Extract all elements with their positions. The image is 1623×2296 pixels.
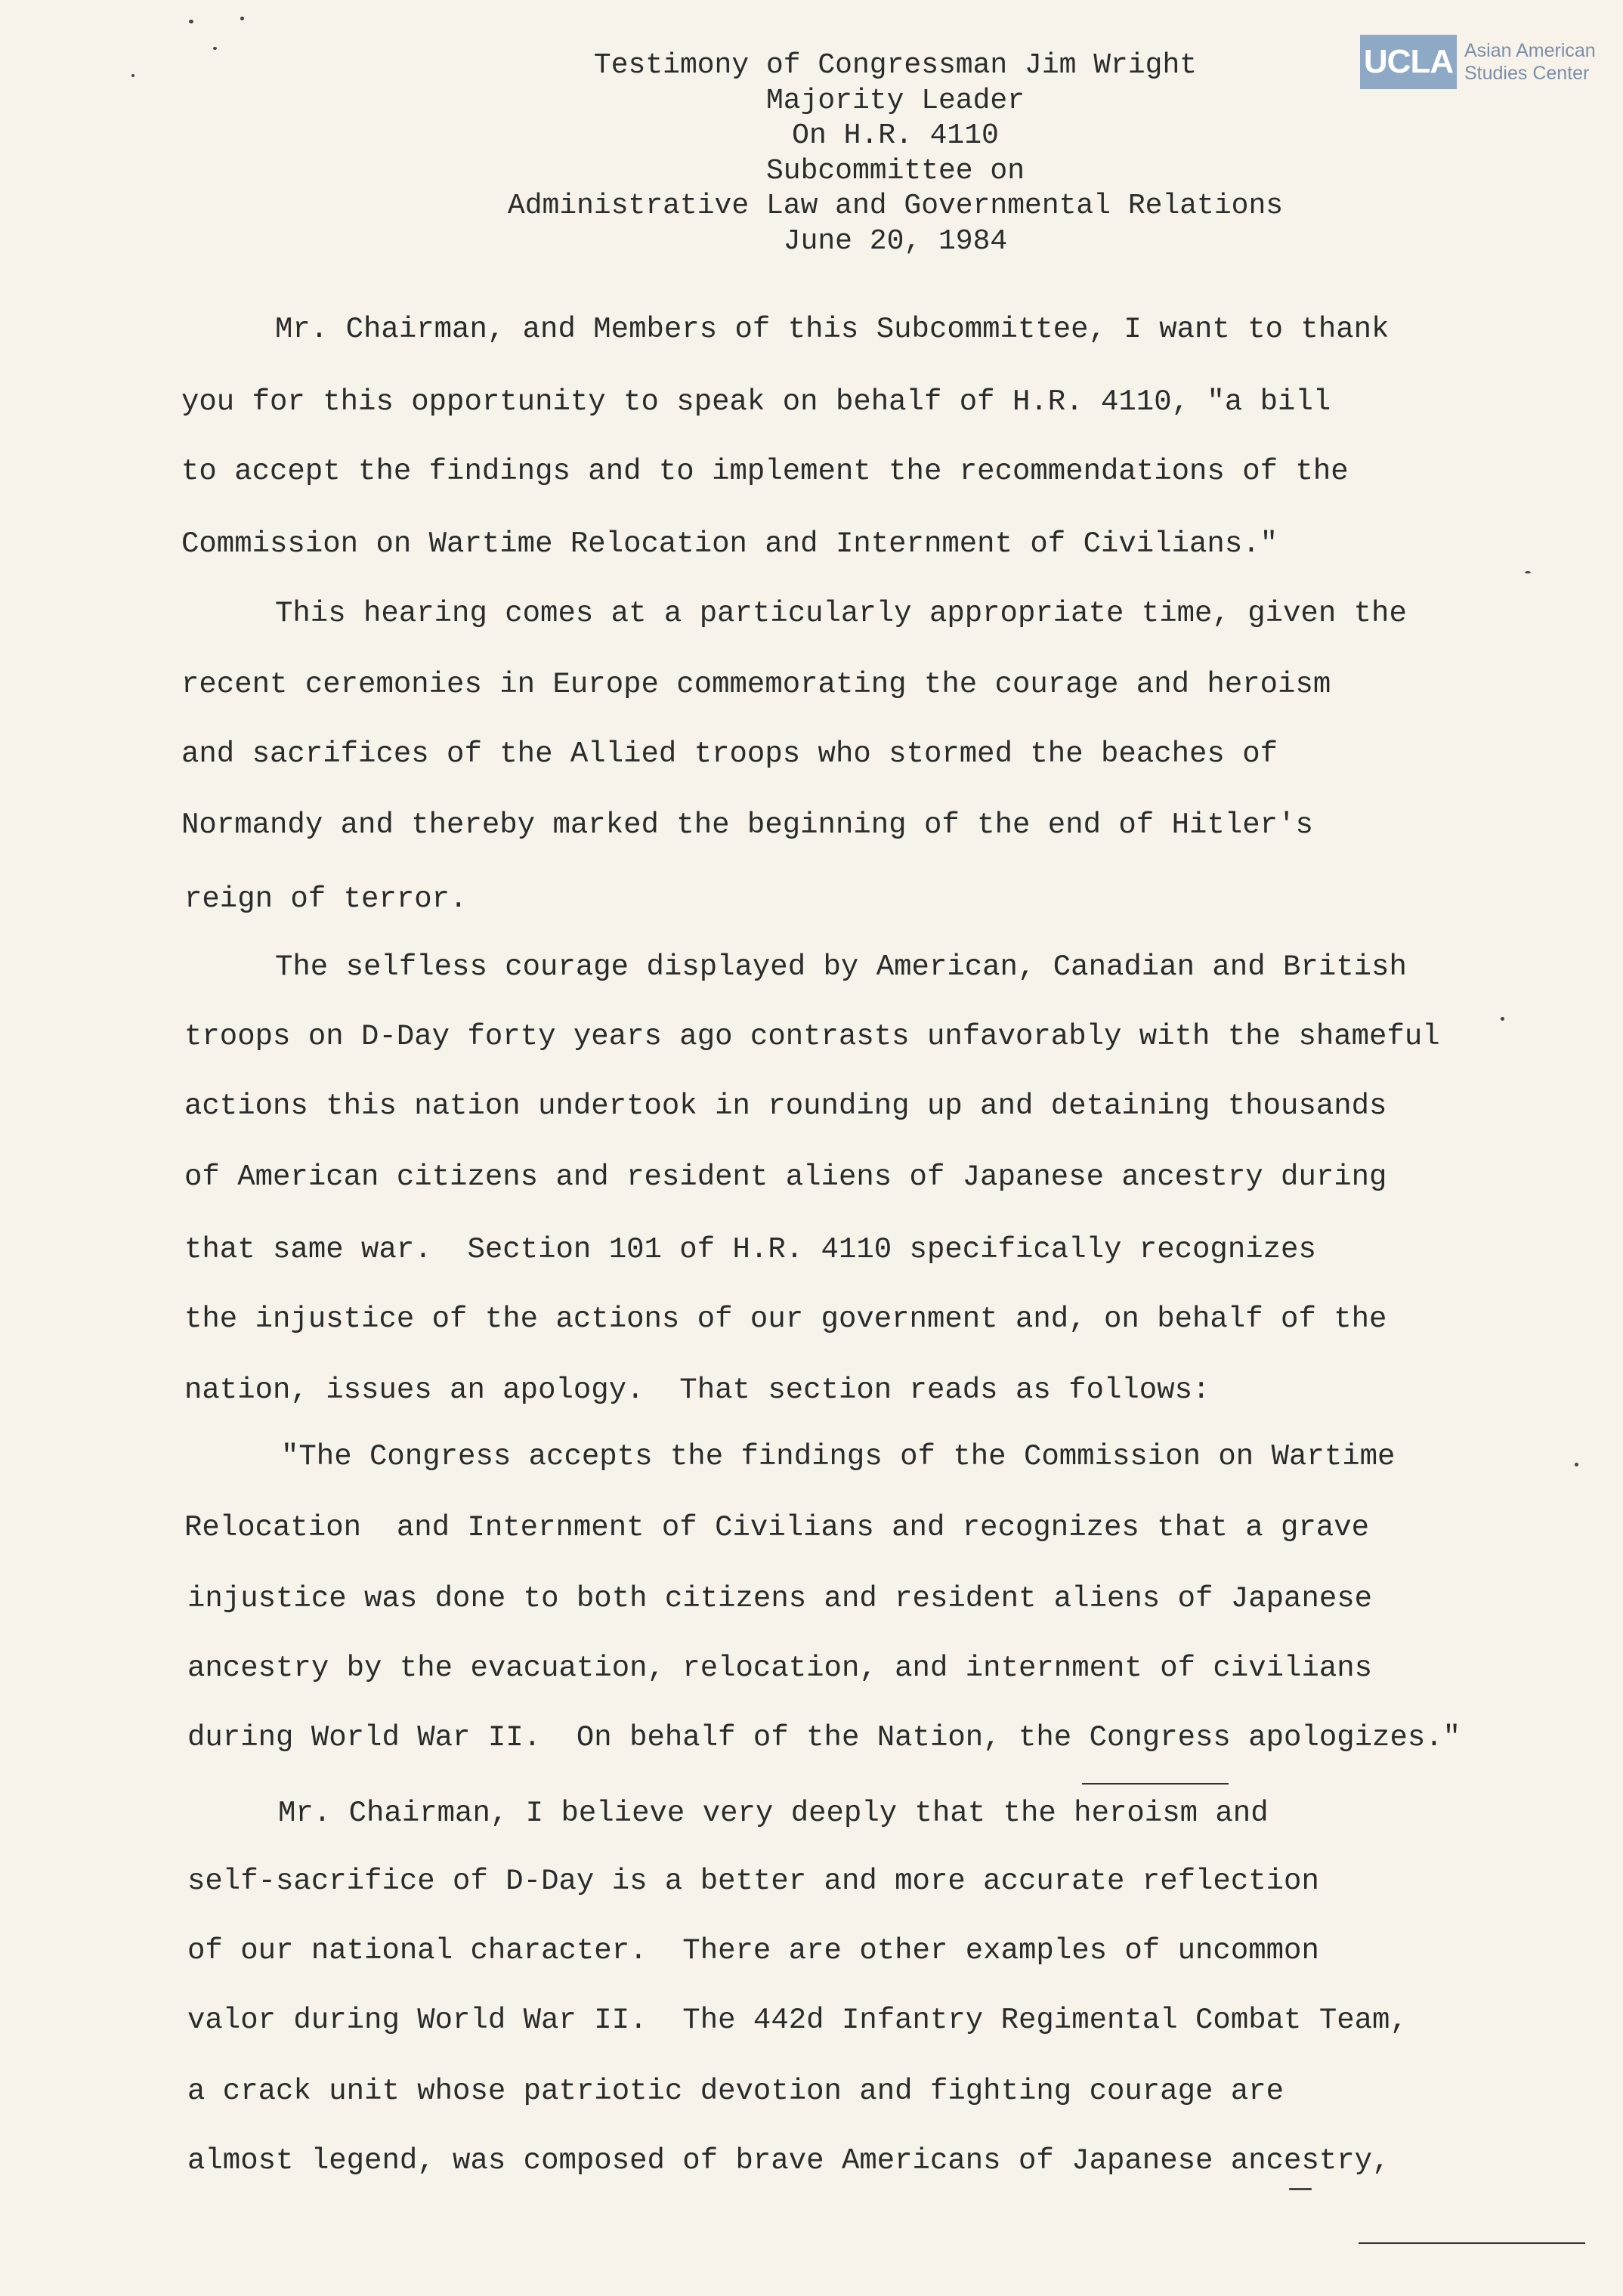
body-line: actions this nation undertook in rounding up and detaining thousands bbox=[184, 1089, 1387, 1123]
ucla-logo-mark: UCLA bbox=[1360, 35, 1457, 89]
body-line: Mr. Chairman, I believe very deeply that the heroism and bbox=[278, 1797, 1269, 1830]
paper-speck bbox=[1575, 1463, 1578, 1466]
body-line: The selfless courage displayed by American, Canadian and British bbox=[275, 950, 1407, 984]
body-line: nation, issues an apology. That section reads as follows: bbox=[184, 1374, 1210, 1407]
paper-speck bbox=[1289, 2188, 1312, 2190]
paper-speck bbox=[1501, 1017, 1504, 1021]
body-line: troops on D-Day forty years ago contrasts unfavorably with the shameful bbox=[184, 1020, 1440, 1053]
body-line: Relocation and Internment of Civilians and recognizes that a grave bbox=[184, 1511, 1370, 1544]
body-line: the injustice of the actions of our government and, on behalf of the bbox=[184, 1303, 1387, 1336]
body-line: a crack unit whose patriotic devotion and fighting courage are bbox=[187, 2075, 1284, 2108]
header-bill: On H.R. 4110 bbox=[792, 119, 999, 152]
body-line: to accept the findings and to implement the recommendations of the bbox=[181, 455, 1349, 488]
paper-speck bbox=[131, 74, 134, 77]
body-line: reign of terror. bbox=[184, 882, 468, 916]
paper-speck bbox=[189, 20, 193, 23]
body-line: "The Congress accepts the findings of the Commission on Wartime bbox=[281, 1440, 1396, 1473]
header-subcommittee-name: Administrative Law and Governmental Relations bbox=[507, 190, 1284, 222]
body-line: recent ceremonies in Europe commemorating the courage and heroism bbox=[181, 668, 1331, 701]
body-line: of American citizens and resident aliens of Japanese ancestry during bbox=[184, 1160, 1387, 1194]
header-date: June 20, 1984 bbox=[783, 224, 1008, 258]
logo-caption-line: Studies Center bbox=[1464, 63, 1590, 84]
body-line: Commission on Wartime Relocation and Internment of Civilians." bbox=[181, 527, 1278, 561]
header-role: Majority Leader bbox=[765, 84, 1025, 117]
header-title: Testimony of Congressman Jim Wright bbox=[593, 49, 1198, 82]
body-line: ancestry by the evacuation, relocation, and internment of civilians bbox=[187, 1652, 1373, 1685]
body-line: Mr. Chairman, and Members of this Subcommittee, I want to thank bbox=[275, 313, 1390, 346]
body-line: Normandy and thereby marked the beginning of the end of Hitler's bbox=[181, 808, 1313, 842]
body-line: and sacrifices of the Allied troops who stormed the beaches of bbox=[181, 737, 1278, 771]
body-line: you for this opportunity to speak on behalf of H.R. 4110, "a bill bbox=[181, 385, 1331, 419]
underline-mark bbox=[1082, 1783, 1229, 1785]
body-line: during World War II. On behalf of the Nation, the Congress apologizes." bbox=[187, 1721, 1461, 1754]
paper-speck bbox=[213, 47, 217, 50]
page-edge-line bbox=[1359, 2242, 1585, 2244]
paper-speck bbox=[1525, 571, 1531, 573]
body-line: of our national character. There are other examples of uncommon bbox=[187, 1934, 1319, 1967]
body-line: This hearing comes at a particularly appropriate time, given the bbox=[275, 597, 1407, 630]
body-line: self-sacrifice of D-Day is a better and more accurate reflection bbox=[187, 1865, 1319, 1898]
body-line: injustice was done to both citizens and resident aliens of Japanese bbox=[187, 1582, 1373, 1615]
body-line: that same war. Section 101 of H.R. 4110 specifically recognizes bbox=[184, 1233, 1316, 1266]
body-line: valor during World War II. The 442d Infantry Regimental Combat Team, bbox=[187, 2004, 1408, 2037]
paper-speck bbox=[240, 17, 244, 20]
body-line: almost legend, was composed of brave Americans of Japanese ancestry, bbox=[187, 2144, 1390, 2177]
logo-caption-line: Asian American bbox=[1464, 40, 1596, 61]
header-subcommittee: Subcommittee on bbox=[765, 154, 1025, 187]
